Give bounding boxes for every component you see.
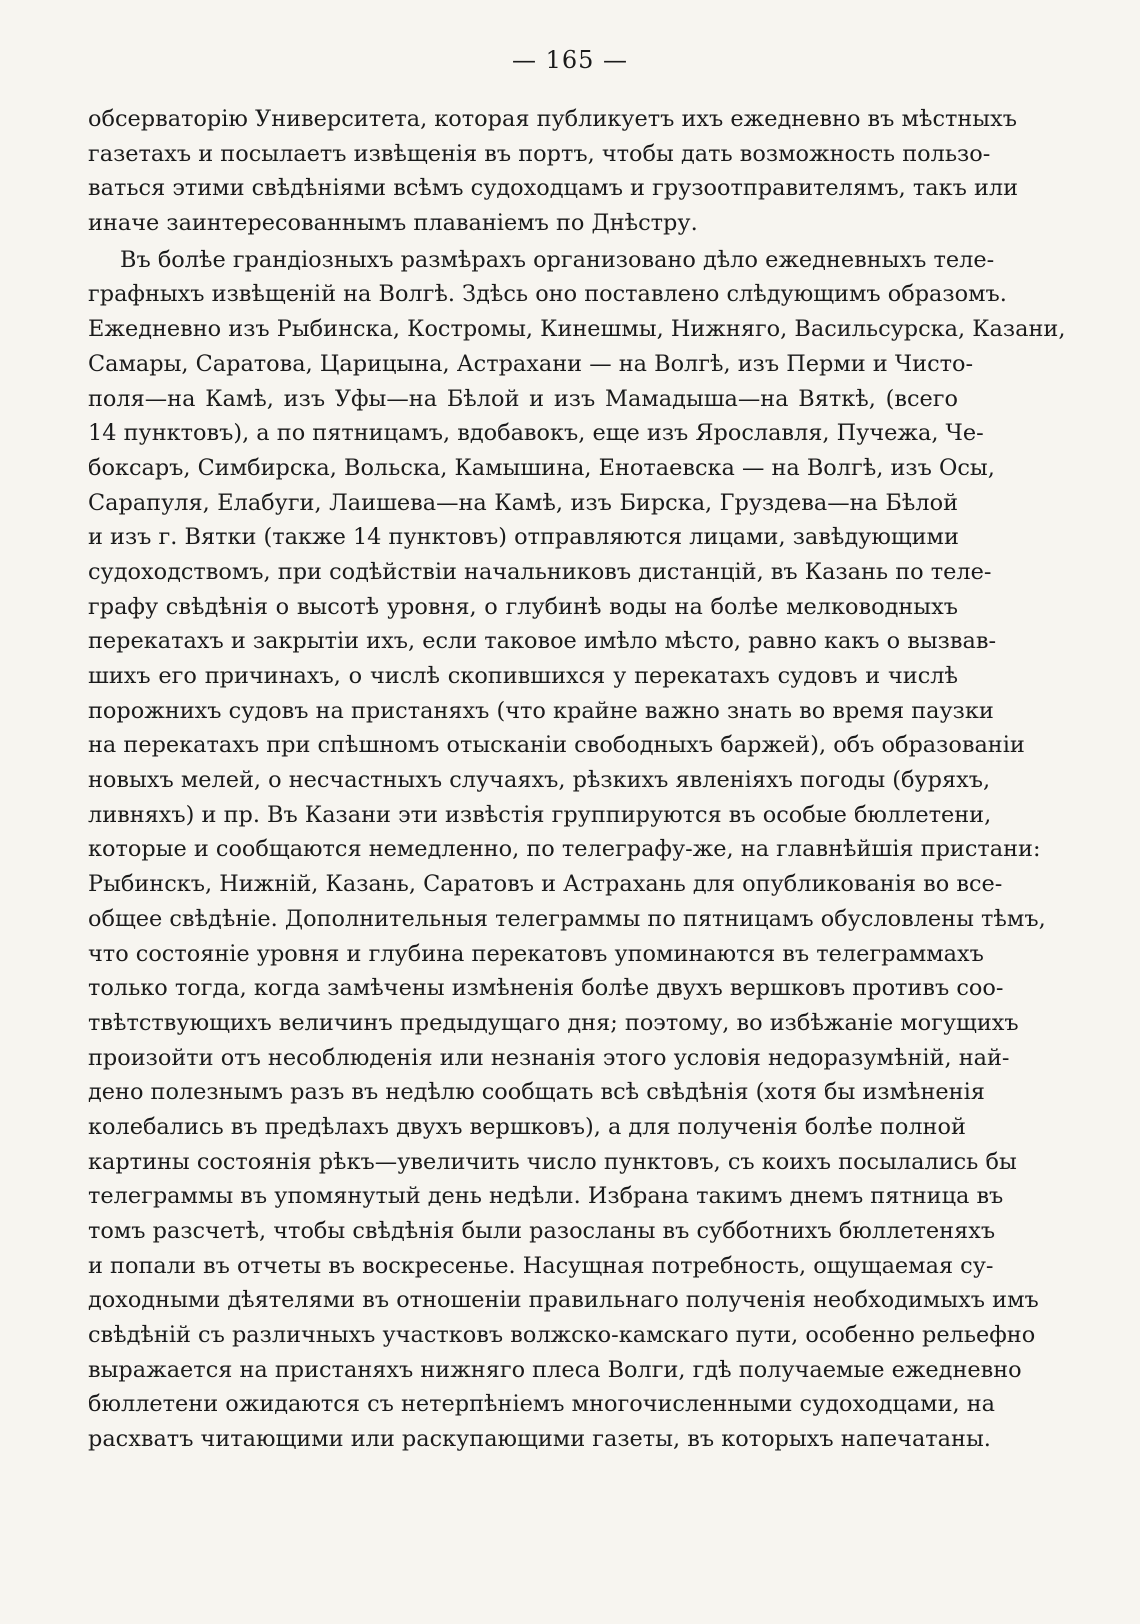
text-line: бюллетени ожидаются съ нетерпѣніемъ многочисленными судоходцами, на <box>88 1391 996 1418</box>
text-line: доходными дѣятелями въ отношеніи правильнаго полученія необходимыхъ имъ <box>88 1287 1039 1314</box>
text-line: общее свѣдѣніе. Дополнительныя телеграммы по пятницамъ обусловлены тѣмъ, <box>88 905 1046 932</box>
text-line: свѣдѣній съ различныхъ участковъ волжско-камскаго пути, особенно рельефно <box>88 1322 1036 1349</box>
text-line: произойти отъ несоблюденія или незнанія этого условія недоразумѣній, най- <box>88 1044 1010 1071</box>
text-line: твѣтствующихъ величинъ предыдущаго дня; поэтому, во избѣжаніе могущихъ <box>88 1009 1019 1036</box>
text-line: новыхъ мелей, о несчастныхъ случаяхъ, рѣзкихъ явленіяхъ погоды (буряхъ, <box>88 767 991 794</box>
text-line: иначе заинтересованнымъ плаваніемъ по Днѣстру. <box>88 210 698 237</box>
text-line: ливняхъ) и пр. Въ Казани эти извѣстія группируются въ особые бюллетени, <box>88 801 992 828</box>
text-line: что состояніе уровня и глубина перекатовъ упоминаются въ телеграммахъ <box>88 940 984 967</box>
text-line: томъ разсчетѣ, чтобы свѣдѣнія были разосланы въ субботнихъ бюллетеняхъ <box>88 1218 996 1244</box>
text-line: Въ болѣе грандіозныхъ размѣрахъ организовано дѣло ежедневныхъ теле- <box>120 246 995 273</box>
text-line: расхватъ читающими или раскупающими газеты, въ которыхъ напечатаны. <box>88 1426 991 1453</box>
text-line: Рыбинскъ, Нижній, Казань, Саратовъ и Астрахань для опубликованія во все- <box>88 871 1003 898</box>
text-line: газетахъ и посылаетъ извѣщенія въ портъ, чтобы дать возможность пользо- <box>88 140 991 167</box>
text-line: обсерваторію Университета, которая публикуетъ ихъ ежедневно въ мѣстныхъ <box>88 106 1017 132</box>
text-line: перекатахъ и закрытіи ихъ, если таковое имѣло мѣсто, равно какъ о вызвав- <box>88 628 997 655</box>
text-line: дено полезнымъ разъ въ недѣлю сообщать всѣ свѣдѣнія (хотя бы измѣненія <box>88 1079 985 1106</box>
text-line: и попали въ отчеты въ воскресенье. Насущная потребность, ощущаемая су- <box>88 1252 994 1279</box>
text-line: только тогда, когда замѣчены измѣненія болѣе двухъ вершковъ противъ соо- <box>88 975 1004 1002</box>
text-line: Самары, Саратова, Царицына, Астрахани — на Волгѣ, изъ Перми и Чисто- <box>88 350 974 377</box>
text-line: графныхъ извѣщеній на Волгѣ. Здѣсь оно поставлено слѣдующимъ образомъ. <box>88 281 1007 308</box>
text-line: выражается на пристаняхъ нижняго плеса Волги, гдѣ получаемые ежедневно <box>88 1356 1022 1383</box>
text-line: картины состоянія рѣкъ—увеличить число пунктовъ, съ коихъ посылались бы <box>88 1148 1017 1175</box>
body-text <box>88 102 1066 1457</box>
page-number: — 165 — <box>511 46 629 74</box>
text-line: поля—на Камѣ, изъ Уфы—на Бѣлой и изъ Мамадыша—на Вяткѣ, (всего <box>88 385 958 412</box>
text-line: графу свѣдѣнія о высотѣ уровня, о глубинѣ воды на болѣе мелководныхъ <box>88 593 958 620</box>
text-line: ваться этими свѣдѣніями всѣмъ судоходцамъ и грузоотправителямъ, такъ или <box>88 175 1019 202</box>
text-line: судоходствомъ, при содѣйствіи начальниковъ дистанцій, въ Казань по теле- <box>88 558 992 585</box>
text-line: которые и сообщаются немедленно, по телеграфу-же, на главнѣйшія пристани: <box>88 836 1041 863</box>
text-line: колебались въ предѣлахъ двухъ вершковъ), а для полученія болѣе полной <box>88 1113 966 1140</box>
text-line: порожнихъ судовъ на пристаняхъ (что крайне важно знать во время паузки <box>88 697 994 724</box>
text-line: и изъ г. Вятки (также 14 пунктовъ) отправляются лицами, завѣдующими <box>88 524 959 551</box>
text-line: телеграммы въ упомянутый день недѣли. Избрана такимъ днемъ пятница въ <box>88 1183 1004 1210</box>
text-line: боксаръ, Симбирска, Вольска, Камышина, Енотаевска — на Волгѣ, изъ Осы, <box>88 454 995 481</box>
paragraph-1 <box>88 102 1019 241</box>
text-line: 14 пунктовъ), а по пятницамъ, вдобавокъ, еще изъ Ярославля, Пучежа, Че- <box>88 420 984 447</box>
text-line: шихъ его причинахъ, о числѣ скопившихся у перекатахъ судовъ и числѣ <box>88 663 958 689</box>
text-line: Ежедневно изъ Рыбинска, Костромы, Кинешмы, Нижняго, Васильсурска, Казани, <box>88 316 1066 343</box>
text-line: Сарапуля, Елабуги, Лаишева—на Камѣ, изъ Бирска, Груздева—на Бѣлой <box>88 489 958 516</box>
text-line: на перекатахъ при спѣшномъ отысканіи свободныхъ баржей), объ образованіи <box>88 732 1025 759</box>
paragraph-2 <box>88 243 1066 1457</box>
